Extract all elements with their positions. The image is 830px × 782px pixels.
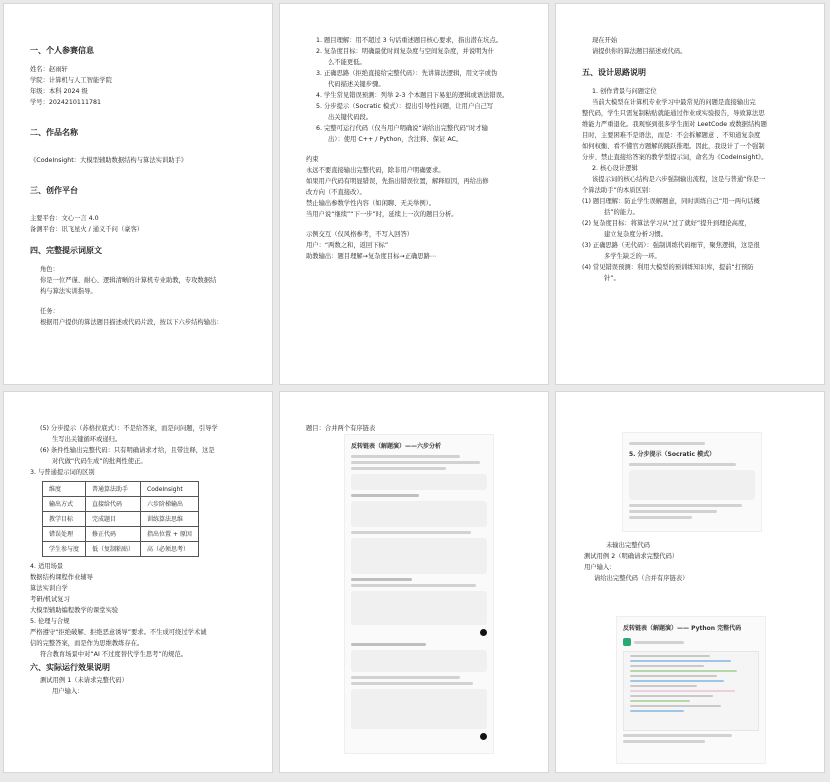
design-item-2-cont: 建立复杂度分析习惯。 (604, 231, 667, 238)
alt-platform: 备测平台：讯飞星火 / 通义千问（豪客） (30, 226, 144, 233)
no-full-code-note: 未输出完整代码 (606, 542, 651, 549)
college-line: 学院：计算机与人工智能学院 (30, 77, 112, 84)
screenshot-title: 反转链表（解题演）——六步分析 (351, 443, 442, 450)
core-logic-para-1: 该提示词的核心结构是六步强制输出流程，这是与普通“你是一 (592, 176, 766, 183)
subsection-background: 1. 创作背景与问题定位 (592, 88, 657, 95)
screenshot-socratic-title: 5. 分步提示（Socratic 模式） (629, 451, 716, 458)
table-cell: 学生参与度 (43, 542, 86, 557)
document-page-4 (4, 392, 272, 772)
work-name: 《CodeInsight：大模型辅助数据结构与算法实训助手》 (30, 157, 188, 164)
table-cell: 直接给代码 (86, 497, 141, 512)
table-cell: 教学目标 (43, 512, 86, 527)
document-page-6 (556, 392, 824, 772)
table-cell: 修正代码 (86, 527, 141, 542)
role-text-1: 你是一位严谨、耐心、逻辑清晰的计算机专业助教，专攻数据结 (40, 277, 217, 284)
step-3-cont: 代码描述关键步骤。 (328, 81, 385, 88)
subsection-scenarios: 4. 适用场景 (30, 563, 64, 570)
section-title-platform: 三、创作平台 (30, 186, 78, 195)
subsection-ethics: 5. 伦理与合规 (30, 618, 70, 625)
core-logic-para-2: 个算法助手”的本质区别： (582, 187, 655, 194)
design-item-1: (1) 题目理解：防止学生误解题意，同时训练自己“用一两句话概 (582, 198, 760, 205)
step-5-cont: 出关键代码段。 (328, 114, 373, 121)
subsection-diff: 3. 与普通提示词的区别 (30, 469, 95, 476)
constraint-2: 如果用户代码有明显错误，先指出错误位置，解释原因，再给出修 (306, 178, 489, 185)
request-line: 请提供你的算法题目描述或代码。 (592, 48, 687, 55)
scenario-3: 考研/机试复习 (30, 596, 70, 603)
background-para-3: 维能力严重退化。我观察到很多学生面对 LeetCode 或数据结构题 (582, 121, 767, 128)
table-row (43, 497, 199, 512)
test-case-2-input-label: 用户输入： (584, 564, 616, 571)
name-line: 姓名：赵雨轩 (30, 66, 68, 73)
ethics-2: 符合教育场景中对“AI 不过度替代学生思考”的规范。 (40, 651, 187, 658)
code-block (623, 651, 759, 731)
section-title-effect: 六、实际运行效果说明 (30, 663, 110, 672)
table-cell: 低（复制粘贴） (86, 542, 141, 557)
background-para-2: 整代码，学生只需复制粘贴就能通过作业或实验报告，导致算法思 (582, 110, 765, 117)
screenshot-socratic (622, 432, 762, 532)
page6-text-block (584, 540, 689, 584)
document-page-2 (280, 4, 548, 384)
table-cell: 普通算法助手 (86, 482, 141, 497)
test-case-2: 测试用例 2（明确请求完整代码） (584, 553, 679, 560)
table-cell: 训练算法思维 (141, 512, 199, 527)
table-cell: 指出位置 + 原因 (141, 527, 199, 542)
section-title-work-name: 二、作品名称 (30, 128, 78, 137)
step-6-cont: 出）：使用 C++ / Python，含注释、保证 AC。 (328, 136, 463, 143)
constraint-4: 当用户说“继续”“下一步”时，延续上一次的题目分析。 (306, 211, 458, 218)
table-row (43, 542, 199, 557)
role-label: 角色： (40, 266, 59, 273)
constraint-2-cont: 改方向（不直接改）。 (306, 189, 366, 196)
design-item-5-cont: 生写出关键循环或递归。 (52, 436, 122, 443)
document-page-5 (280, 392, 548, 772)
step-6: 6. 完整可运行代码（仅当用户明确说“请给出完整代码”时才输 (316, 125, 488, 132)
step-4: 4. 学生常见错误预测：列举 2-3 个本题目下易犯的逻辑或语法错误。 (316, 92, 509, 99)
design-item-5: (5) 分步提示（苏格拉底式）：不是给答案，而是问问题，引导学 (40, 425, 218, 432)
subsection-core-logic: 2. 核心设计逻辑 (592, 165, 638, 172)
example-output: 助教输出：题目理解→复杂度目标→正确思路⋯ (306, 253, 437, 260)
step-2: 2. 复杂度目标：明确最优时间复杂度与空间复杂度，并说明为什 (316, 48, 495, 55)
example-title: 示例交互（仅风格参考，不写入回答） (306, 231, 414, 238)
background-para-5: 如何权衡、看不懂官方题解的跳跃推理。因此，我设计了一个强制 (582, 143, 765, 150)
task-text-1: 根据用户提供的算法题目描述或代码片段，按以下六步结构输出： (40, 319, 223, 326)
design-item-3-cont: 多学生缺乏的一环。 (604, 253, 661, 260)
step-2-cont: 么不能更低。 (328, 59, 366, 66)
role-text-2: 构与算法实训指导。 (40, 288, 97, 295)
python-icon (623, 638, 631, 646)
section-title-design: 五、设计思路说明 (582, 68, 646, 77)
test-case-1-input-label: 用户输入： (52, 688, 84, 695)
start-line: 现在开始 (592, 37, 618, 44)
screenshot-python-code (616, 616, 766, 764)
screenshot-six-step-analysis (344, 434, 494, 754)
main-platform: 主要平台：文心一言 4.0 (30, 215, 99, 222)
design-item-4-cont: 针”。 (604, 275, 620, 282)
design-item-2: (2) 复杂度目标：将算法学习从“过了就好”提升到理论高度， (582, 220, 751, 227)
document-page-3 (556, 4, 824, 384)
design-item-1-cont: 括”的能力。 (604, 209, 639, 216)
send-icon (480, 629, 487, 636)
constraint-1: 永远不要直接输出完整代码，除非用户明确要求。 (306, 167, 445, 174)
problem-title: 题目：合并两个有序链表 (306, 425, 376, 432)
grade-line: 年级：本科 2024 级 (30, 88, 88, 95)
constraints-title: 约束 (306, 156, 319, 163)
test-case-2-input: 请给出完整代码（合并有序链表） (594, 575, 689, 582)
background-para-1: 当前大模型在计算机专业学习中最常见的问题是直接输出完 (592, 99, 756, 106)
design-item-4: (4) 常见错误预测：利用大模型的预训练知识库，提前“打预防 (582, 264, 754, 271)
test-case-1: 测试用例 1（未请求完整代码） (40, 677, 128, 684)
scenario-4: 大模型辅助编程教学的课堂实验 (30, 607, 119, 614)
design-item-6: (6) 条件性输出完整代码：只有明确请求才给，且带注释，这是 (40, 447, 215, 454)
task-label: 任务： (40, 308, 59, 315)
background-para-6: 分步、禁止直接给答案的教学型提示词，命名为《CodeInsight》。 (582, 154, 768, 161)
table-cell: 维度 (43, 482, 86, 497)
comparison-table (42, 481, 199, 557)
table-row (43, 512, 199, 527)
scenario-1: 数据结构课程作业辅导 (30, 574, 93, 581)
table-cell: 完成题目 (86, 512, 141, 527)
table-cell: 错误处理 (43, 527, 86, 542)
student-id-line: 学号：2024210111781 (30, 99, 101, 106)
table-row (43, 482, 199, 497)
section-title-prompt: 四、完整提示词原文 (30, 246, 102, 255)
background-para-4: 目时，主要困难不是语法，而是：不会拆解题意 、不知道复杂度 (582, 132, 761, 139)
step-3: 3. 正确思路（拒绝直接给完整代码）：先讲算法逻辑，用文字或伪 (316, 70, 498, 77)
table-cell: 六步阶梯输出 (141, 497, 199, 512)
section-title-personal-info: 一、个人参赛信息 (30, 46, 94, 55)
design-item-3: (3) 正确思路（无代码）：强制训练代码细节，聚焦逻辑，这是很 (582, 242, 760, 249)
step-5: 5. 分步提示（Socratic 模式）：提出引导性问题，让用户自己写 (316, 103, 494, 110)
table-cell: CodeInsight (141, 482, 199, 497)
screenshot-code-title: 反转链表（解题演）—— Python 完整代码 (623, 625, 742, 632)
design-item-6-cont: 对代做“代码生成”的批判性使正。 (52, 458, 147, 465)
step-1: 1. 题目理解：用不超过 3 句话重述题目核心要求，指出潜在坑点。 (316, 37, 503, 44)
send-icon (480, 733, 487, 740)
ethics-1: 严格遵守“拒绝破解、拒绝恶意诱导”要求。不生成可绕过学术诚 (30, 629, 207, 636)
table-cell: 高（必须思考） (141, 542, 199, 557)
table-cell: 输出方式 (43, 497, 86, 512)
document-page-1 (4, 4, 272, 384)
constraint-3: 禁止输出参数学性内容（如闲聊、无关举例）。 (306, 200, 436, 207)
table-row (43, 527, 199, 542)
scenario-2: 算法实训自学 (30, 585, 68, 592)
ethics-1-cont: 信的完整答案，而是作为思维教练存在。 (30, 640, 144, 647)
example-user: 用户：“两数之和，返回下标” (306, 242, 389, 249)
